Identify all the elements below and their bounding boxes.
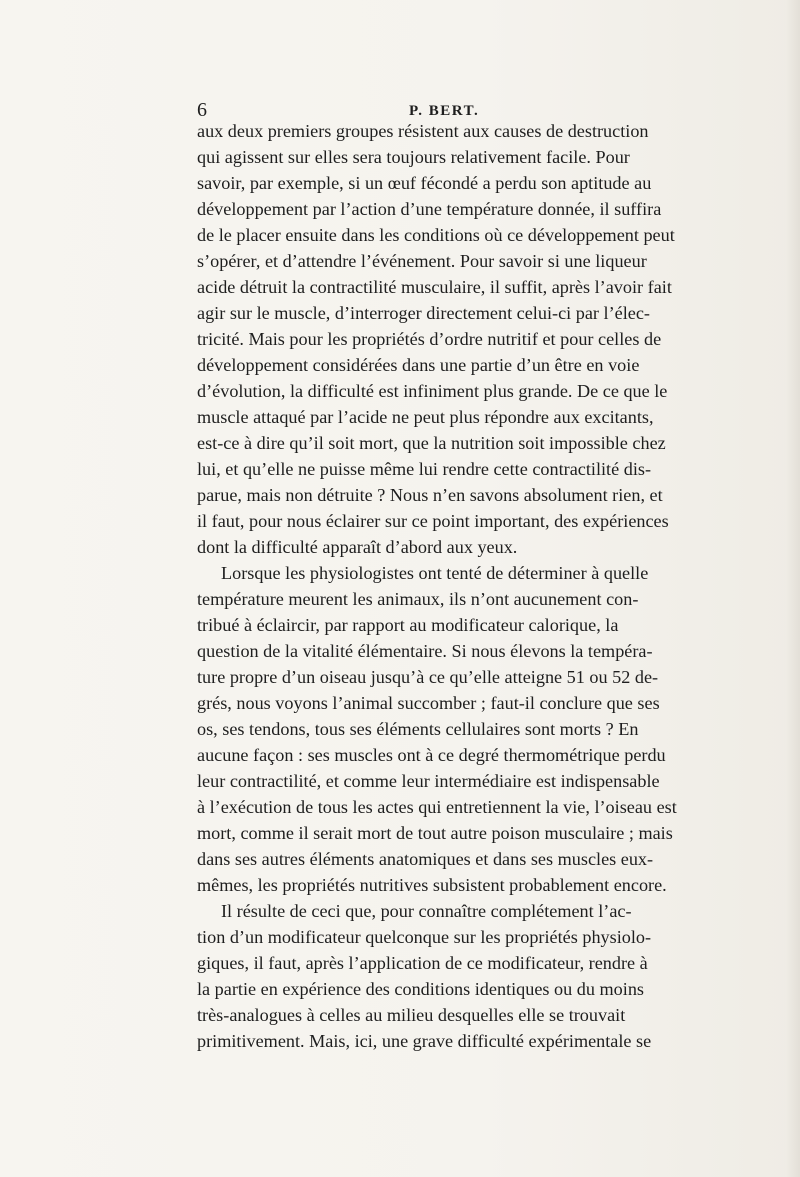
text-line: giques, il faut, après l’application de ce modificateur, rendre à xyxy=(197,953,648,973)
text-line: aux deux premiers groupes résistent aux causes de destruction xyxy=(197,121,649,141)
text-line: à l’exécution de tous les actes qui entretiennent la vie, l’oiseau est xyxy=(197,797,677,817)
body-text xyxy=(197,118,677,1054)
text-line: Lorsque les physiologistes ont tenté de déterminer à quelle xyxy=(221,563,649,583)
text-line: agir sur le muscle, d’interroger directement celui-ci par l’élec- xyxy=(197,303,650,323)
text-line: muscle attaqué par l’acide ne peut plus répondre aux excitants, xyxy=(197,407,654,427)
text-line: tricité. Mais pour les propriétés d’ordre nutritif et pour celles de xyxy=(197,329,662,349)
text-line: savoir, par exemple, si un œuf fécondé a perdu son aptitude au xyxy=(197,173,652,193)
text-line: mêmes, les propriétés nutritives subsistent probablement encore. xyxy=(197,875,667,895)
text-line: ture propre d’un oiseau jusqu’à ce qu’elle atteigne 51 ou 52 de- xyxy=(197,667,659,687)
text-line: d’évolution, la difficulté est infiniment plus grande. De ce que le xyxy=(197,381,668,401)
text-line: parue, mais non détruite ? Nous n’en savons absolument rien, et xyxy=(197,485,663,505)
text-line: température meurent les animaux, ils n’ont aucunement con- xyxy=(197,589,639,609)
page-number: 6 xyxy=(197,99,207,121)
text-line: développement considérées dans une partie d’un être en voie xyxy=(197,355,640,375)
text-line: de le placer ensuite dans les conditions où ce développement peut xyxy=(197,225,675,245)
text-line: tribué à éclaircir, par rapport au modificateur calorique, la xyxy=(197,615,619,635)
text-line: os, ses tendons, tous ses éléments cellulaires sont morts ? En xyxy=(197,719,639,739)
text-line: tion d’un modificateur quelconque sur les propriétés physiolo- xyxy=(197,927,652,947)
text-line: dont la difficulté apparaît d’abord aux yeux. xyxy=(197,537,518,557)
text-line: développement par l’action d’une température donnée, il suffira xyxy=(197,199,662,219)
text-line: est-ce à dire qu’il soit mort, que la nutrition soit impossible chez xyxy=(197,433,666,453)
text-line: la partie en expérience des conditions identiques ou du moins xyxy=(197,979,644,999)
text-line: primitivement. Mais, ici, une grave difficulté expérimentale se xyxy=(197,1031,652,1051)
text-line: leur contractilité, et comme leur intermédiaire est indispensable xyxy=(197,771,660,791)
text-line: il faut, pour nous éclairer sur ce point important, des expériences xyxy=(197,511,669,531)
text-line: qui agissent sur elles sera toujours relativement facile. Pour xyxy=(197,147,630,167)
text-line: très-analogues à celles au milieu desquelles elle se trouvait xyxy=(197,1005,626,1025)
text-line: dans ses autres éléments anatomiques et dans ses muscles eux- xyxy=(197,849,654,869)
text-line: aucune façon : ses muscles ont à ce degré thermométrique perdu xyxy=(197,745,666,765)
text-line: mort, comme il serait mort de tout autre poison musculaire ; mais xyxy=(197,823,673,843)
text-line: Il résulte de ceci que, pour connaître complétement l’ac- xyxy=(221,901,632,921)
text-line: question de la vitalité élémentaire. Si nous élevons la tempéra- xyxy=(197,641,653,661)
text-line: lui, et qu’elle ne puisse même lui rendre cette contractilité dis- xyxy=(197,459,652,479)
running-head-author: P. BERT. xyxy=(409,103,480,119)
text-line: s’opérer, et d’attendre l’événement. Pour savoir si une liqueur xyxy=(197,251,647,271)
text-line: acide détruit la contractilité musculaire, il suffit, après l’avoir fait xyxy=(197,277,672,297)
page-edge-shadow xyxy=(786,0,800,1177)
text-line: grés, nous voyons l’animal succomber ; faut-il conclure que ses xyxy=(197,693,660,713)
